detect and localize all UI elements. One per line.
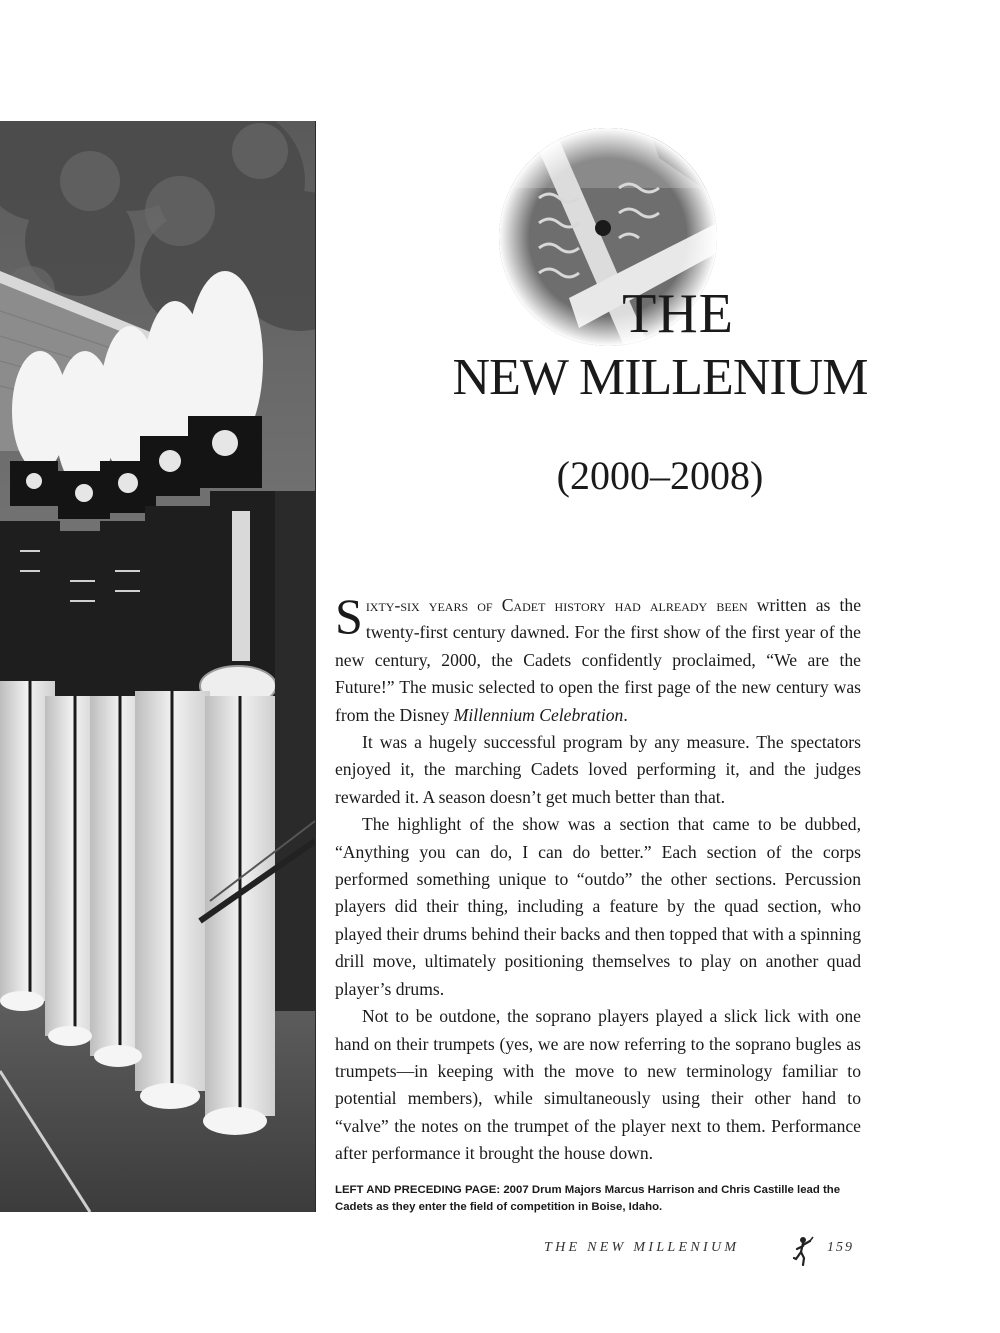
photo-caption: LEFT AND PRECEDING PAGE: 2007 Drum Majors Marcus Harrison and Chris Castille lead the Cadets as they enter the field of competition in Boise, Idaho. xyxy=(335,1184,841,1213)
paragraph-1-end: . xyxy=(623,704,628,725)
drop-cap: S xyxy=(335,588,363,644)
lead-in: ixty-six years of Cadet history had already been xyxy=(365,595,748,615)
chapter-title-line1: THE xyxy=(622,283,734,345)
paragraph-2: It was a hugely successful program by any measure. The spectators enjoyed it, the marching Cadets loved performing it, and the judges rewarded it. A season doesn’t get much better than that. xyxy=(335,732,861,807)
drum-major-silhouette-icon xyxy=(791,1236,815,1271)
paragraph-1-text: written as the twenty-first century dawned. For the first show of the first year of the new century, 2000, the Cadets confidently proclaimed, “We are the Future!” The music selected to open the first page of the new century was from the Disney xyxy=(335,595,862,725)
paragraph-4: Not to be outdone, the soprano players played a slick lick with one hand on their trumpets (yes, we are now referring to the soprano bugles as trumpets—in keeping with the move to new terminology familiar to potential members), while simultaneously using their other hand to “valve” the notes on the trumpet of the player next to them. Performance after performance it brought the house down. xyxy=(335,1006,861,1164)
photo-illustration xyxy=(0,121,315,1212)
paragraph-1 xyxy=(335,588,862,729)
chapter-title xyxy=(320,284,1000,404)
photo-marching-cadets xyxy=(0,121,316,1212)
page-footer xyxy=(520,1236,865,1266)
paragraph-1-italic: Millennium Celebration xyxy=(453,704,624,725)
page-number: 159 xyxy=(827,1240,854,1255)
chapter-title-line2: NEW MILLENIUM xyxy=(452,349,868,406)
running-head: THE NEW MILLENIUM xyxy=(544,1240,740,1255)
body-text xyxy=(335,588,862,1168)
chapter-years: (2000–2008) xyxy=(556,453,764,498)
paragraph-3: The highlight of the show was a section that came to be dubbed, “Anything you can do, I can do better.” Each section of the corps performed something unique to “outdo” the other sections. Percussion players did their thing, including a feature by the quad section, who played their drums behind their backs and then topped that with a spinning drill move, ultimately positioning themselves to play on another quad player’s drums. xyxy=(335,814,861,999)
